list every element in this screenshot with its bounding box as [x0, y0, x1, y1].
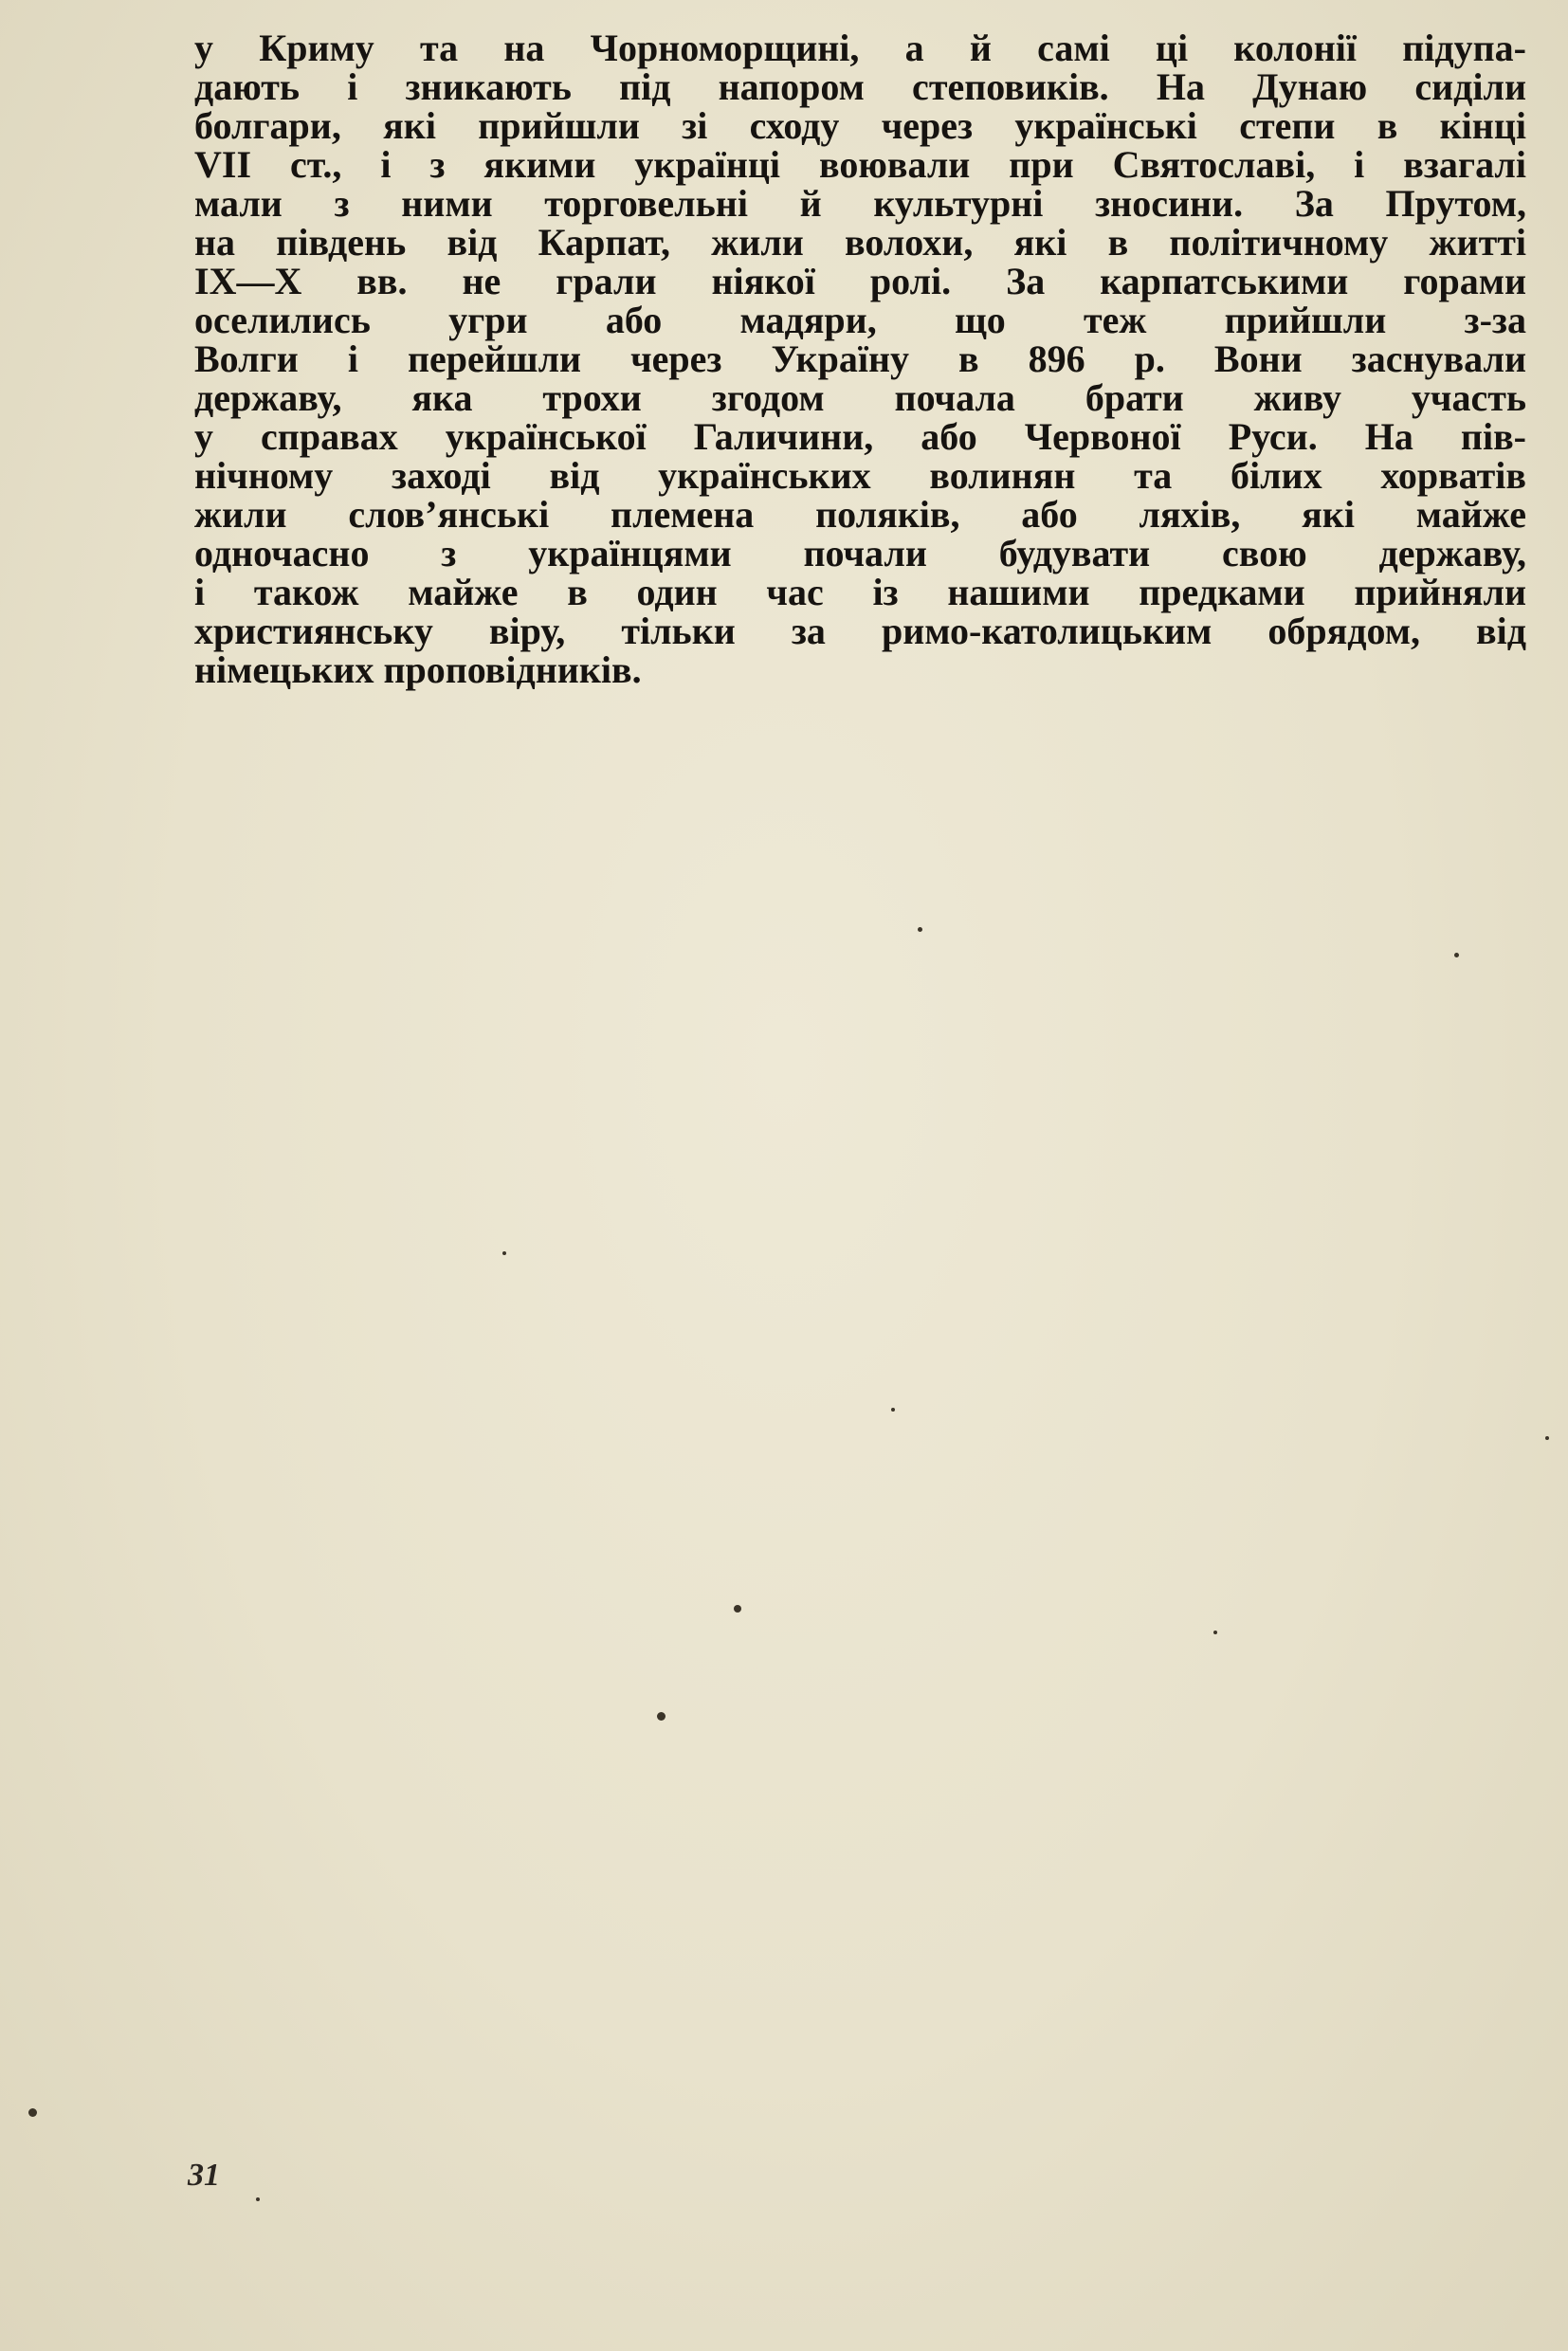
- text-line: нічному заході від українських волинян та білих хорватів: [194, 454, 1526, 497]
- paper-speck: [28, 2108, 37, 2117]
- text-line: державу, яка трохи згодом почала брати живу участь: [194, 376, 1526, 419]
- text-line: оселились угри або мадяри, що теж прийшли з-за: [194, 299, 1526, 341]
- text-line: одночасно з українцями почали будувати свою державу,: [194, 532, 1526, 574]
- paper-speck: [1545, 1436, 1549, 1440]
- text-line: дають і зникають під напором степовиків. На Дунаю сиділи: [194, 65, 1526, 108]
- paper-speck: [918, 927, 922, 932]
- text-line: болгари, які прийшли зі сходу через українські степи в кінці: [194, 104, 1526, 147]
- text-line: Волги і перейшли через Україну в 896 р. Вони заснували: [194, 337, 1526, 380]
- page-number: 31: [188, 2158, 220, 2193]
- text-line: і також майже в один час із нашими предками прийняли: [194, 571, 1526, 613]
- paper-speck: [657, 1712, 665, 1721]
- paper-speck: [502, 1251, 506, 1255]
- paper-speck: [1454, 953, 1459, 957]
- text-line: християнську віру, тільки за римо-католицьким обрядом, від: [194, 610, 1526, 652]
- text-line: німецьких проповідників.: [194, 648, 642, 691]
- text-line: жили слов’янські племена поляків, або ляхів, які майже: [194, 493, 1526, 536]
- text-line: у справах української Галичини, або Червоної Руси. На пів-: [194, 415, 1526, 458]
- text-line: IX—X вв. не грали ніякої ролі. За карпатськими горами: [194, 260, 1526, 302]
- paper-speck: [891, 1408, 895, 1412]
- text-line: у Криму та на Чорноморщині, а й самі ці колонії підупа-: [194, 27, 1526, 69]
- text-line: на південь від Карпат, жили волохи, які в політичному житті: [194, 221, 1526, 264]
- paper-speck: [1213, 1631, 1217, 1634]
- body-text: [194, 28, 1526, 689]
- paper-speck: [734, 1605, 741, 1613]
- text-line: мали з ними торговельні й культурні зносини. За Прутом,: [194, 182, 1526, 225]
- text-line: VII ст., і з якими українці воювали при Святославі, і взагалі: [194, 143, 1526, 186]
- paper-speck: [256, 2197, 260, 2201]
